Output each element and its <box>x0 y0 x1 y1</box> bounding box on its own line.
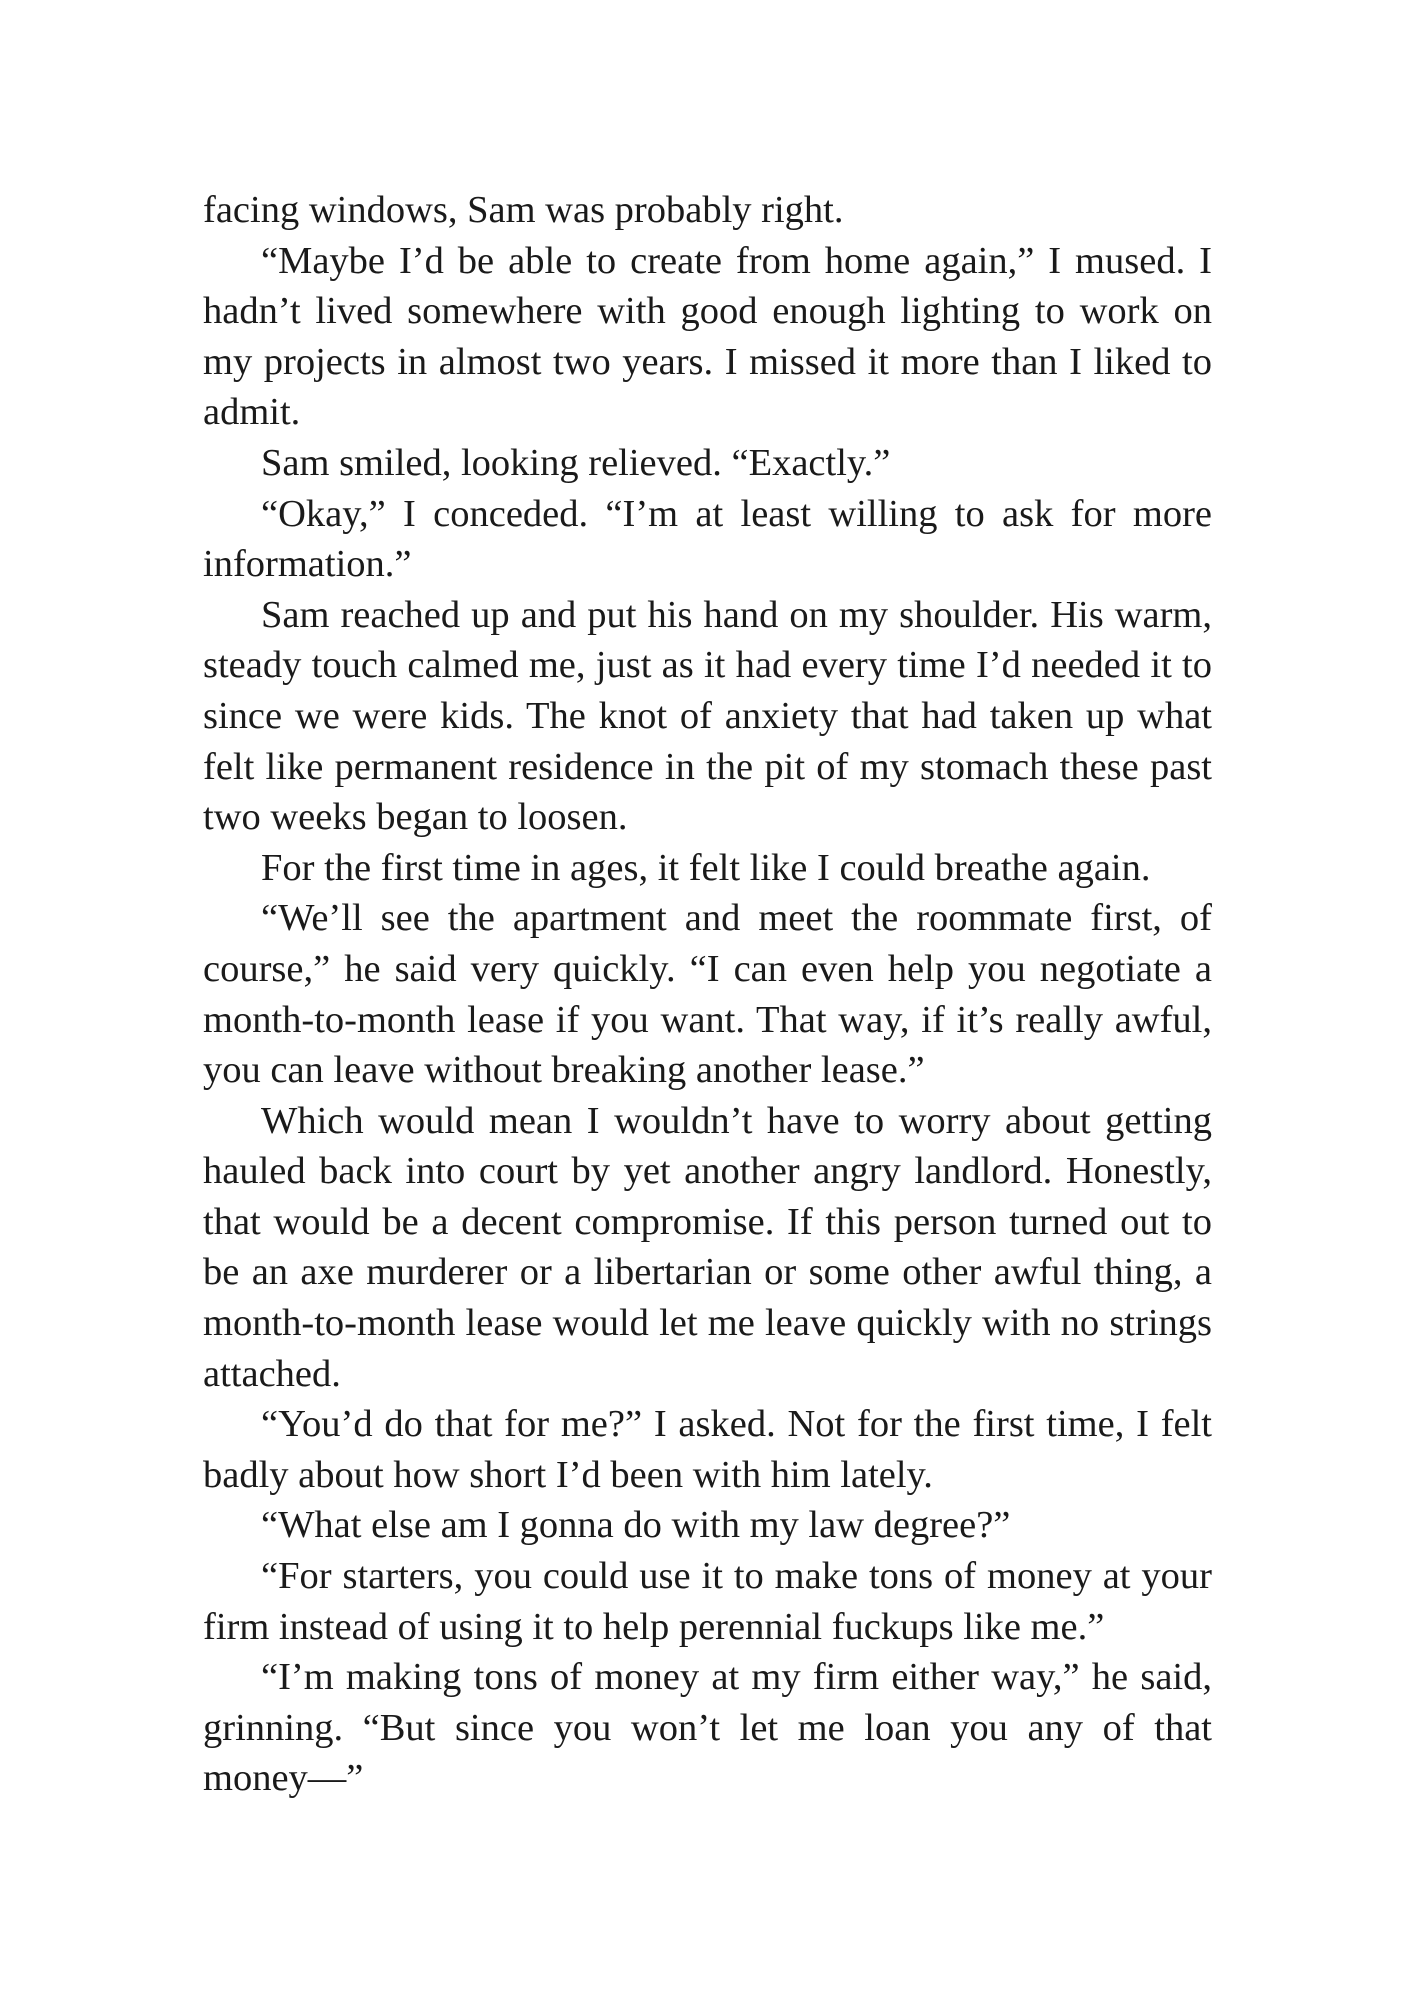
paragraph: “Okay,” I conceded. “I’m at least willing to ask for more information.” <box>203 492 1212 586</box>
paragraph: “Maybe I’d be able to create from home again,” I mused. I hadn’t lived somewhere with good enough lighting to work on my projects in almost two years. I missed it more than I liked to admit. <box>203 239 1212 434</box>
paragraph: “For starters, you could use it to make tons of money at your firm instead of using it to help perennial fuckups like me.” <box>203 1555 1212 1648</box>
paragraph: Sam reached up and put his hand on my shoulder. His warm, steady touch calmed me, just as it had every time I’d needed it to since we were kids. The knot of anxiety that had taken up what felt like permanent residence in the pit of my stomach these past two weeks began to loosen. <box>203 593 1212 839</box>
paragraph: Which would mean I wouldn’t have to worry about getting hauled back into court by yet another angry landlord. Honestly, that would be a decent compromise. If this person turned out to be an axe murderer or a libertarian or some other awful thing, a month-to-month lease would let me leave quickly with no strings attached. <box>203 1099 1212 1395</box>
paragraph: For the first time in ages, it felt like I could breathe again. <box>261 846 1151 889</box>
paragraph-continued: facing windows, Sam was probably right. <box>203 189 844 231</box>
paragraph: Sam smiled, looking relieved. “Exactly.” <box>261 441 891 484</box>
paragraph: “What else am I gonna do with my law degree?” <box>261 1504 1011 1547</box>
paragraph: “I’m making tons of money at my firm either way,” he said, grinning. “But since you won’t let me loan you any of that money—” <box>203 1656 1212 1800</box>
book-page-text <box>203 185 1212 1804</box>
paragraph: “We’ll see the apartment and meet the roommate first, of course,” he said very quickly. “I can even help you negotiate a month-to-month lease if you want. That way, if it’s really awful, you can leave without breaking another lease.” <box>203 897 1212 1092</box>
paragraph: “You’d do that for me?” I asked. Not for the first time, I felt badly about how short I’d been with him lately. <box>203 1403 1212 1496</box>
